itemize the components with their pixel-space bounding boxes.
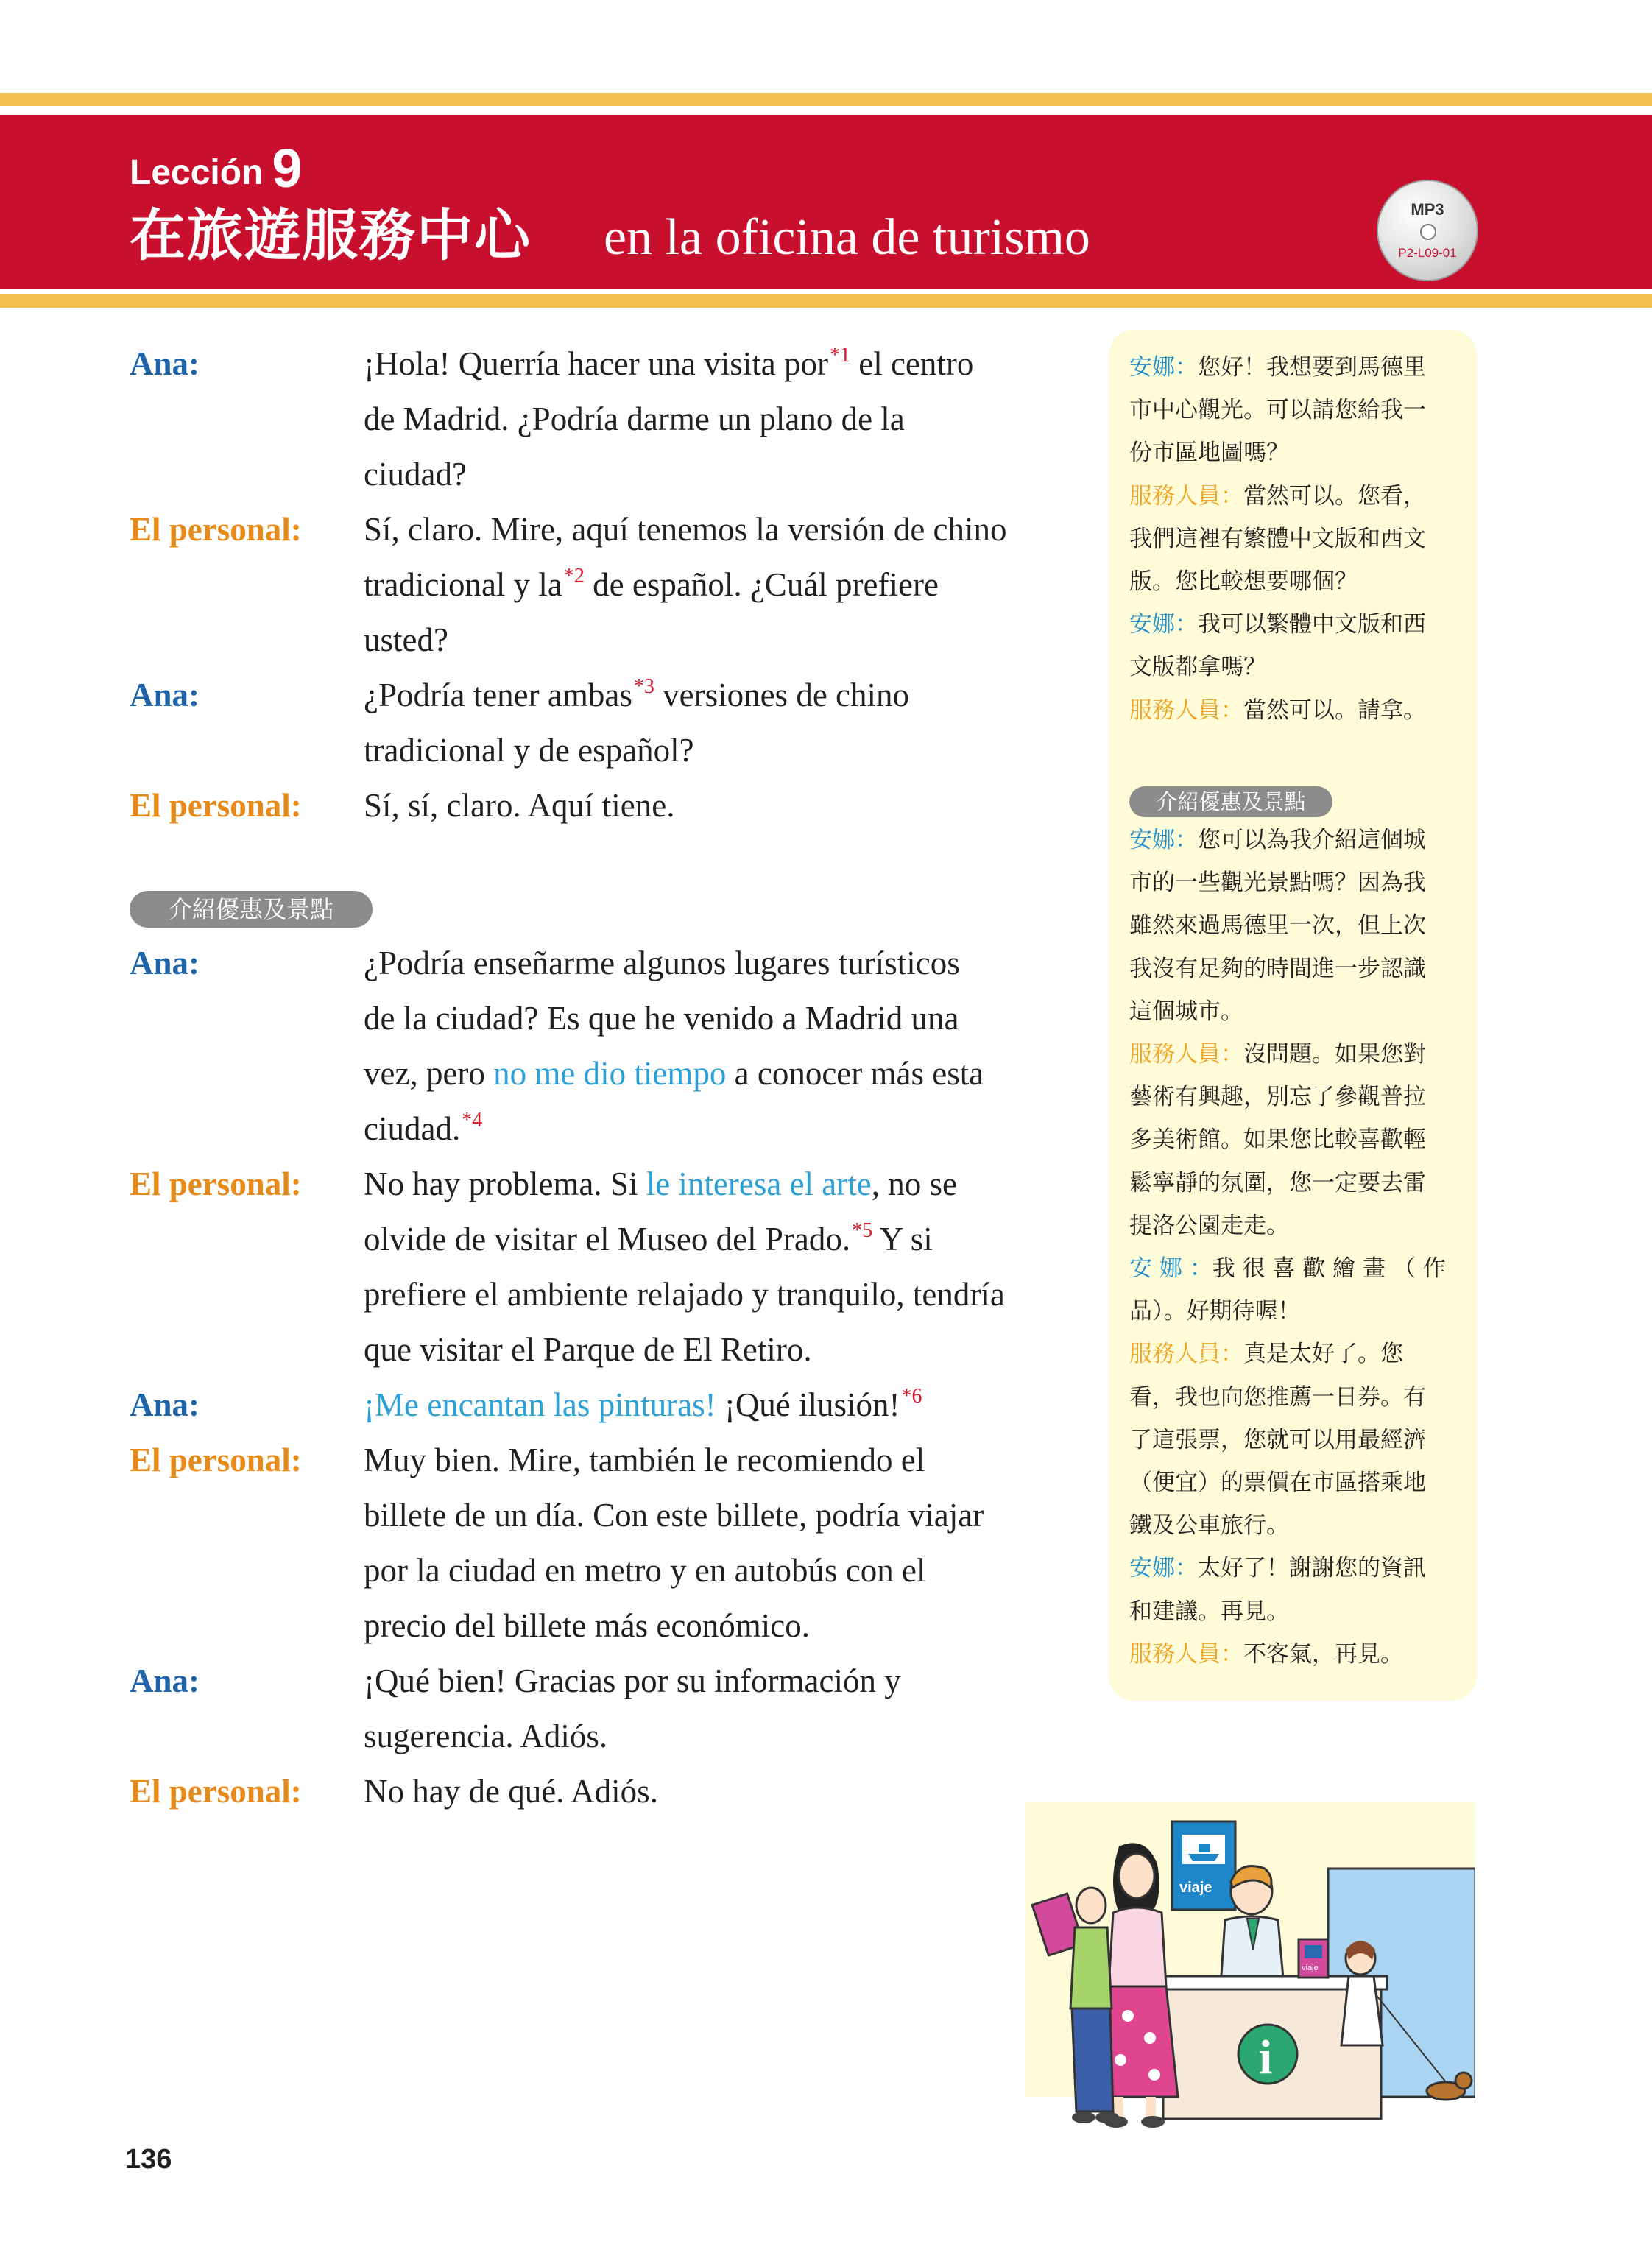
translation-text: 沒問題。如果您對 — [1243, 1041, 1426, 1068]
line-text: que visitar el Parque de El Retiro. — [364, 1331, 812, 1368]
highlighted-phrase: no me dio tiempo — [493, 1055, 727, 1092]
line-text: billete de un día. Con este billete, podría viajar — [364, 1497, 984, 1534]
dialogue-line — [364, 1609, 810, 1643]
dialogue-line — [364, 1499, 984, 1532]
translation-line — [1129, 1086, 1426, 1109]
translation-line — [1129, 1429, 1426, 1452]
dialogue-line — [364, 1554, 926, 1587]
footnote-marker: *3 — [633, 675, 654, 698]
line-text: ¡Qué ilusión! — [716, 1386, 900, 1423]
translation-speaker: 服務人員： — [1129, 1041, 1243, 1068]
dialogue-line — [364, 621, 448, 658]
translation-text: 市中心觀光。可以請您給我一 — [1129, 397, 1426, 423]
translation-line — [1129, 1386, 1426, 1409]
translation-line — [1129, 958, 1426, 981]
svg-text:viaje: viaje — [1302, 1964, 1319, 1972]
line-text: Y si — [872, 1221, 933, 1258]
line-text: Muy bien. Mire, también le recomiendo el — [364, 1442, 925, 1478]
translation-line — [1129, 914, 1426, 937]
translation-line — [1129, 1472, 1426, 1495]
mp3-disc-icon[interactable] — [1377, 180, 1478, 281]
line-text: de la ciudad? Es que he venido a Madrid una — [364, 1000, 959, 1037]
translation-line — [1129, 1514, 1289, 1537]
lesson-label-text: Lección — [130, 153, 264, 192]
line-text: el centro — [850, 345, 974, 382]
dialogue-line — [364, 1444, 925, 1477]
translation-speaker: 安娜： — [1129, 354, 1198, 381]
line-text: No hay de qué. Adiós. — [364, 1773, 658, 1810]
lesson-label — [130, 138, 303, 199]
translation-text: 當然可以。您看， — [1243, 483, 1426, 509]
travel-poster-icon — [1172, 1821, 1235, 1910]
translation-text: 太好了！謝謝您的資訊 — [1198, 1555, 1426, 1581]
translation-line — [1129, 568, 1358, 595]
footnote-marker: *4 — [462, 1109, 483, 1132]
translation-speaker: 安娜： — [1129, 611, 1198, 638]
line-text: , no se — [871, 1165, 957, 1202]
translation-line — [1129, 1557, 1426, 1580]
translation-speaker: 服務人員： — [1129, 1341, 1243, 1367]
translation-speaker: 安娜： — [1129, 1555, 1198, 1581]
brochure-stand-icon — [1299, 1939, 1328, 1978]
translation-line — [1129, 442, 1289, 465]
translation-line — [1129, 872, 1426, 895]
translation-line — [1129, 1215, 1289, 1238]
info-sign: i — [1259, 2031, 1273, 2084]
translation-line — [1129, 829, 1426, 852]
dialogue-line — [364, 344, 974, 382]
translation-text: （便宜）的票價在市區搭乘地 — [1129, 1470, 1426, 1496]
translation-text: 我們這裡有繁體中文版和西文 — [1129, 526, 1426, 552]
translation-text: 藝術有興趣，別忘了參觀普拉 — [1129, 1084, 1426, 1110]
highlighted-phrase: le interesa el arte — [646, 1165, 872, 1202]
line-text: ¿Podría enseñarme algunos lugares turísticos — [364, 945, 960, 981]
translation-text: 文版都拿嗎？ — [1129, 654, 1266, 680]
speaker-label: Ana: — [130, 677, 200, 713]
speaker-label: Ana: — [130, 1386, 200, 1423]
dialogue-line — [364, 1385, 922, 1423]
line-text: de Madrid. ¿Podría darme un plano de la — [364, 401, 905, 437]
dialogue-line — [364, 734, 694, 767]
page-number: 136 — [125, 2144, 172, 2175]
line-text: ciudad? — [364, 456, 467, 493]
translation-text: 這個城市。 — [1129, 998, 1243, 1025]
translation-line — [1129, 1126, 1426, 1153]
translation-text: 您可以為我介紹這個城 — [1198, 827, 1426, 853]
disc-hole — [1420, 224, 1436, 240]
translation-speaker: 服務人員： — [1129, 483, 1243, 509]
translation-line — [1129, 1598, 1289, 1625]
speaker-label: El personal: — [130, 1442, 302, 1478]
speaker-label: El personal: — [130, 1165, 302, 1202]
translation-line — [1129, 1300, 1301, 1323]
dialogue-line — [364, 1002, 959, 1035]
dialogue-line — [364, 1219, 933, 1258]
line-text: prefiere el ambiente relajado y tranquilo, tendría — [364, 1276, 1005, 1313]
translation-text: 品）。好期待喔！ — [1129, 1298, 1301, 1324]
translation-line — [1129, 399, 1426, 422]
translation-text: 我可以繁體中文版和西 — [1198, 611, 1426, 638]
dialogue-line — [364, 1720, 607, 1753]
translation-line — [1129, 1043, 1426, 1066]
header-top-gold-line — [0, 93, 1652, 106]
translation-line — [1129, 1643, 1403, 1666]
lesson-number: 9 — [272, 138, 303, 199]
translation-speaker: 服務人員： — [1129, 1641, 1243, 1668]
translation-line — [1129, 998, 1243, 1025]
mp3-track-id: P2-L09-01 — [1398, 246, 1457, 260]
speaker-label: Ana: — [130, 345, 200, 382]
translation-line — [1129, 1172, 1426, 1195]
translation-line — [1129, 1255, 1446, 1282]
line-text: No hay problema. Si — [364, 1165, 646, 1202]
translation-line — [1129, 356, 1426, 379]
translation-text: 鐵及公車旅行。 — [1129, 1512, 1289, 1539]
tourist-office-illustration — [1025, 1802, 1475, 2134]
header-bottom-gold-line — [0, 294, 1652, 308]
line-text: Sí, claro. Mire, aquí tenemos la versión de chino — [364, 511, 1007, 548]
lesson-title-es: en la oficina de turismo — [604, 209, 1090, 266]
dialogue-line — [364, 1278, 1005, 1311]
translation-speaker: 安 娜 ： — [1129, 1255, 1212, 1282]
line-text: por la ciudad en metro y en autobús con el — [364, 1552, 926, 1589]
dialogue-line — [364, 403, 905, 436]
line-text: Sí, sí, claro. Aquí tiene. — [364, 787, 675, 824]
dialogue-line — [364, 1333, 812, 1366]
translation-text: 提洛公園走走。 — [1129, 1213, 1289, 1239]
line-text: usted? — [364, 621, 448, 658]
translation-speaker: 安娜： — [1129, 827, 1198, 853]
translation-section-label: 介紹優惠及景點 — [1129, 786, 1332, 817]
translation-text: 當然可以。請拿。 — [1243, 697, 1426, 724]
dialogue-line — [364, 1662, 901, 1699]
translation-line — [1129, 613, 1426, 636]
translation-line — [1129, 699, 1426, 722]
highlighted-phrase: ¡Me encantan las pinturas! — [364, 1386, 716, 1423]
svg-text:viaje: viaje — [1179, 1880, 1212, 1896]
line-text: vez, pero — [364, 1055, 494, 1092]
footnote-marker: *6 — [901, 1385, 922, 1408]
translation-text: 版。您比較想要哪個？ — [1129, 568, 1358, 595]
line-text: sugerencia. Adiós. — [364, 1718, 608, 1754]
line-text: ¿Podría tener ambas — [364, 677, 632, 713]
dialogue-line — [364, 789, 674, 822]
speaker-label: El personal: — [130, 511, 302, 548]
lesson-title-zh: 在旅遊服務中心 — [130, 202, 532, 268]
footnote-marker: *5 — [852, 1219, 873, 1242]
speaker-label: Ana: — [130, 1662, 200, 1699]
translation-text: 了這張票，您就可以用最經濟 — [1129, 1427, 1426, 1453]
dialogue-line — [364, 513, 1007, 546]
mp3-label: MP3 — [1411, 200, 1444, 219]
translation-text: 真是太好了。您 — [1243, 1341, 1403, 1367]
translation-text: 我 很 喜 歡 繪 畫 （ 作 — [1212, 1255, 1446, 1282]
line-text: versiones de chino — [654, 677, 910, 713]
footnote-marker: *2 — [563, 565, 585, 588]
translation-text: 我沒有足夠的時間進一步認識 — [1129, 956, 1426, 982]
translation-line — [1129, 485, 1426, 508]
translation-speaker: 服務人員： — [1129, 697, 1243, 724]
line-text: tradicional y la — [364, 566, 562, 603]
line-text: precio del billete más económico. — [364, 1607, 811, 1644]
line-text: ciudad. — [364, 1110, 461, 1147]
line-text: tradicional y de español? — [364, 732, 694, 769]
dialogue-line — [364, 1775, 658, 1808]
dialogue-line — [364, 947, 960, 980]
dialogue-line — [364, 565, 939, 603]
line-text: ¡Qué bien! Gracias por su información y — [364, 1662, 901, 1699]
translation-text: 您好！我想要到馬德里 — [1198, 354, 1426, 381]
dialogue-line — [364, 675, 910, 713]
translation-text: 雖然來過馬德里一次，但上次 — [1129, 912, 1426, 939]
translation-text: 看，我也向您推薦一日券。有 — [1129, 1384, 1426, 1411]
translation-text: 鬆寧靜的氛圍，您一定要去雷 — [1129, 1170, 1426, 1196]
dialogue-line — [364, 1109, 483, 1147]
footnote-marker: *1 — [829, 344, 850, 367]
dialogue-line — [364, 1165, 957, 1202]
translation-text: 不客氣，再見。 — [1243, 1641, 1403, 1668]
dialogue-section-label: 介紹優惠及景點 — [130, 891, 373, 928]
translation-text: 多美術館。如果您比較喜歡輕 — [1129, 1126, 1426, 1153]
translation-text: 份市區地圖嗎？ — [1129, 440, 1289, 466]
speaker-label: El personal: — [130, 1773, 302, 1810]
line-text: ¡Hola! Querría hacer una visita por — [364, 345, 828, 382]
translation-line — [1129, 528, 1426, 551]
translation-text: 和建議。再見。 — [1129, 1598, 1289, 1625]
translation-line — [1129, 1343, 1403, 1366]
speaker-label: Ana: — [130, 945, 200, 981]
line-text: de español. ¿Cuál prefiere — [584, 566, 939, 603]
translation-line — [1129, 656, 1266, 679]
translation-text: 市的一些觀光景點嗎？因為我 — [1129, 870, 1426, 896]
dialogue-line — [364, 458, 467, 491]
line-text: olvide de visitar el Museo del Prado. — [364, 1221, 851, 1258]
line-text: a conocer más esta — [726, 1055, 984, 1092]
speaker-label: El personal: — [130, 787, 302, 824]
dialogue-line — [364, 1057, 984, 1090]
